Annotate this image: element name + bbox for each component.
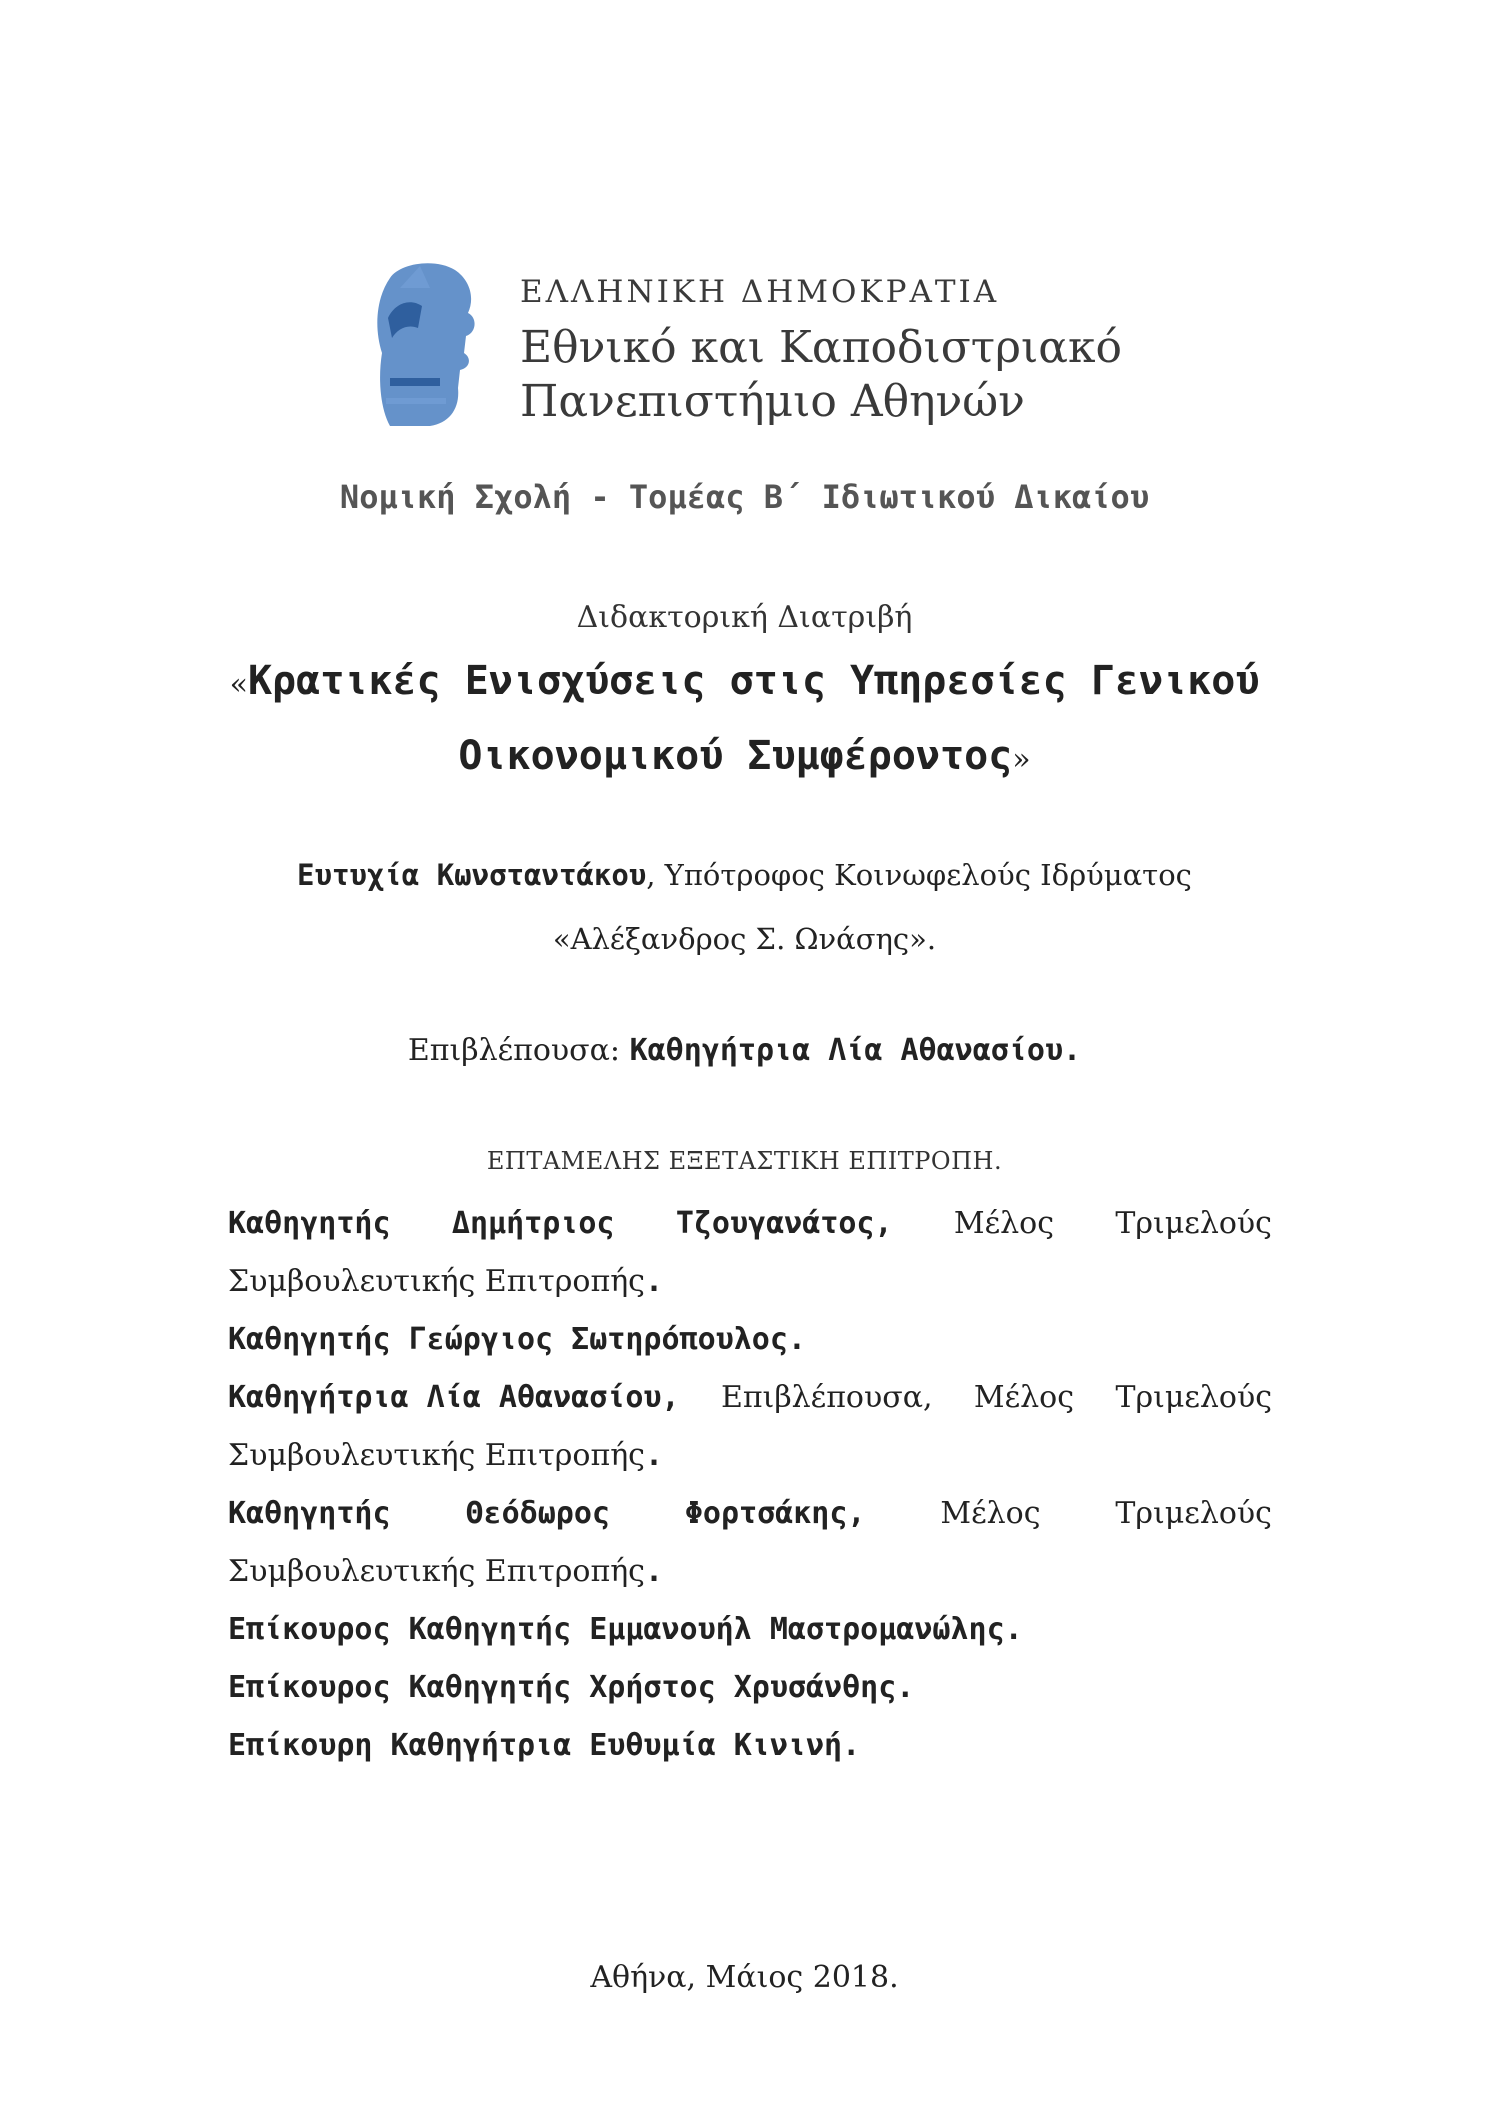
logo-country-name: ΕΛΛΗΝΙΚΗ ΔΗΜΟΚΡΑΤΙΑ — [520, 274, 1000, 310]
title-close-quote: » — [1012, 742, 1031, 777]
member-3-dot: . — [644, 1438, 664, 1473]
thesis-title-line-2 — [0, 733, 1489, 779]
member-1-title: Καθηγητής — [228, 1206, 391, 1241]
member-4-role-2: Τριμελούς — [1115, 1496, 1272, 1531]
author-foundation: «Αλέξανδρος Σ. Ωνάσης». — [552, 922, 937, 956]
committee-member-4 — [228, 1485, 1272, 1601]
logo-university-name-2: Πανεπιστήμιο Αθηνών — [520, 376, 1025, 427]
member-3-role-2: Μέλος — [973, 1380, 1075, 1415]
title-text-2: Οικονομικού Συμφέροντος — [458, 733, 1013, 779]
title-text-1: Κρατικές Ενισχύσεις στις Υπηρεσίες Γενικού — [247, 658, 1260, 704]
member-3-role-4: Συμβουλευτικής Επιτροπής — [228, 1438, 645, 1473]
supervisor-line — [0, 1033, 1489, 1068]
member-1-last-name: Τζουγανάτος, — [675, 1206, 893, 1241]
author-line — [0, 858, 1489, 892]
committee-heading: ΕΠΤΑΜΕΛΗΣ ΕΞΕΤΑΣΤΙΚΗ ΕΠΙΤΡΟΠΗ. — [486, 1147, 1003, 1175]
member-1-role-1: Μέλος — [953, 1206, 1055, 1241]
member-1-dot: . — [644, 1264, 664, 1299]
place-date: Αθήνα, Μάιος 2018. — [590, 1960, 899, 1995]
member-4-dot: . — [644, 1554, 664, 1589]
athena-emblem-icon — [360, 258, 478, 428]
committee-member-5: Επίκουρος Καθηγητής Εμμανουήλ Μαστρομανώλης. — [228, 1612, 1023, 1647]
member-1-role-2: Τριμελούς — [1115, 1206, 1272, 1241]
author-role: , Υπότροφος Κοινωφελούς Ιδρύματος — [646, 858, 1192, 892]
supervisor-name: Καθηγήτρια Λία Αθανασίου. — [629, 1033, 1082, 1068]
school-heading: Νομική Σχολή - Τομέας Β΄ Ιδιωτικού Δικαίου — [339, 478, 1150, 516]
thesis-title-line-1 — [0, 658, 1489, 704]
member-4-first-name: Θεόδωρος — [465, 1496, 610, 1531]
committee-member-2: Καθηγητής Γεώργιος Σωτηρόπουλος. — [228, 1322, 806, 1357]
university-logo — [360, 258, 1160, 428]
document-type: Διδακτορική Διατριβή — [576, 600, 913, 635]
committee-member-6: Επίκουρος Καθηγητής Χρήστος Χρυσάνθης. — [228, 1670, 915, 1705]
logo-university-name-1: Εθνικό και Καποδιστριακό — [520, 322, 1122, 373]
supervisor-label: Επιβλέπουσα: — [407, 1033, 630, 1068]
member-1-role-3: Συμβουλευτικής Επιτροπής — [228, 1264, 645, 1299]
member-3-name: Καθηγήτρια Λία Αθανασίου, — [228, 1380, 680, 1415]
committee-member-1 — [228, 1195, 1272, 1311]
member-4-title: Καθηγητής — [228, 1496, 391, 1531]
author-name: Ευτυχία Κωνσταντάκου — [297, 858, 647, 892]
member-1-first-name: Δημήτριος — [451, 1206, 615, 1241]
committee-member-7: Επίκουρη Καθηγήτρια Ευθυμία Κινινή. — [228, 1728, 861, 1763]
committee-list — [228, 1195, 1272, 1775]
committee-member-3 — [228, 1369, 1272, 1485]
member-4-role-3: Συμβουλευτικής Επιτροπής — [228, 1554, 645, 1589]
member-3-role-1: Επιβλέπουσα, — [720, 1380, 933, 1415]
title-open-quote: « — [229, 667, 248, 702]
member-4-last-name: Φορτσάκης, — [684, 1496, 866, 1531]
member-4-role-1: Μέλος — [940, 1496, 1041, 1531]
member-3-role-3: Τριμελούς — [1115, 1380, 1272, 1415]
